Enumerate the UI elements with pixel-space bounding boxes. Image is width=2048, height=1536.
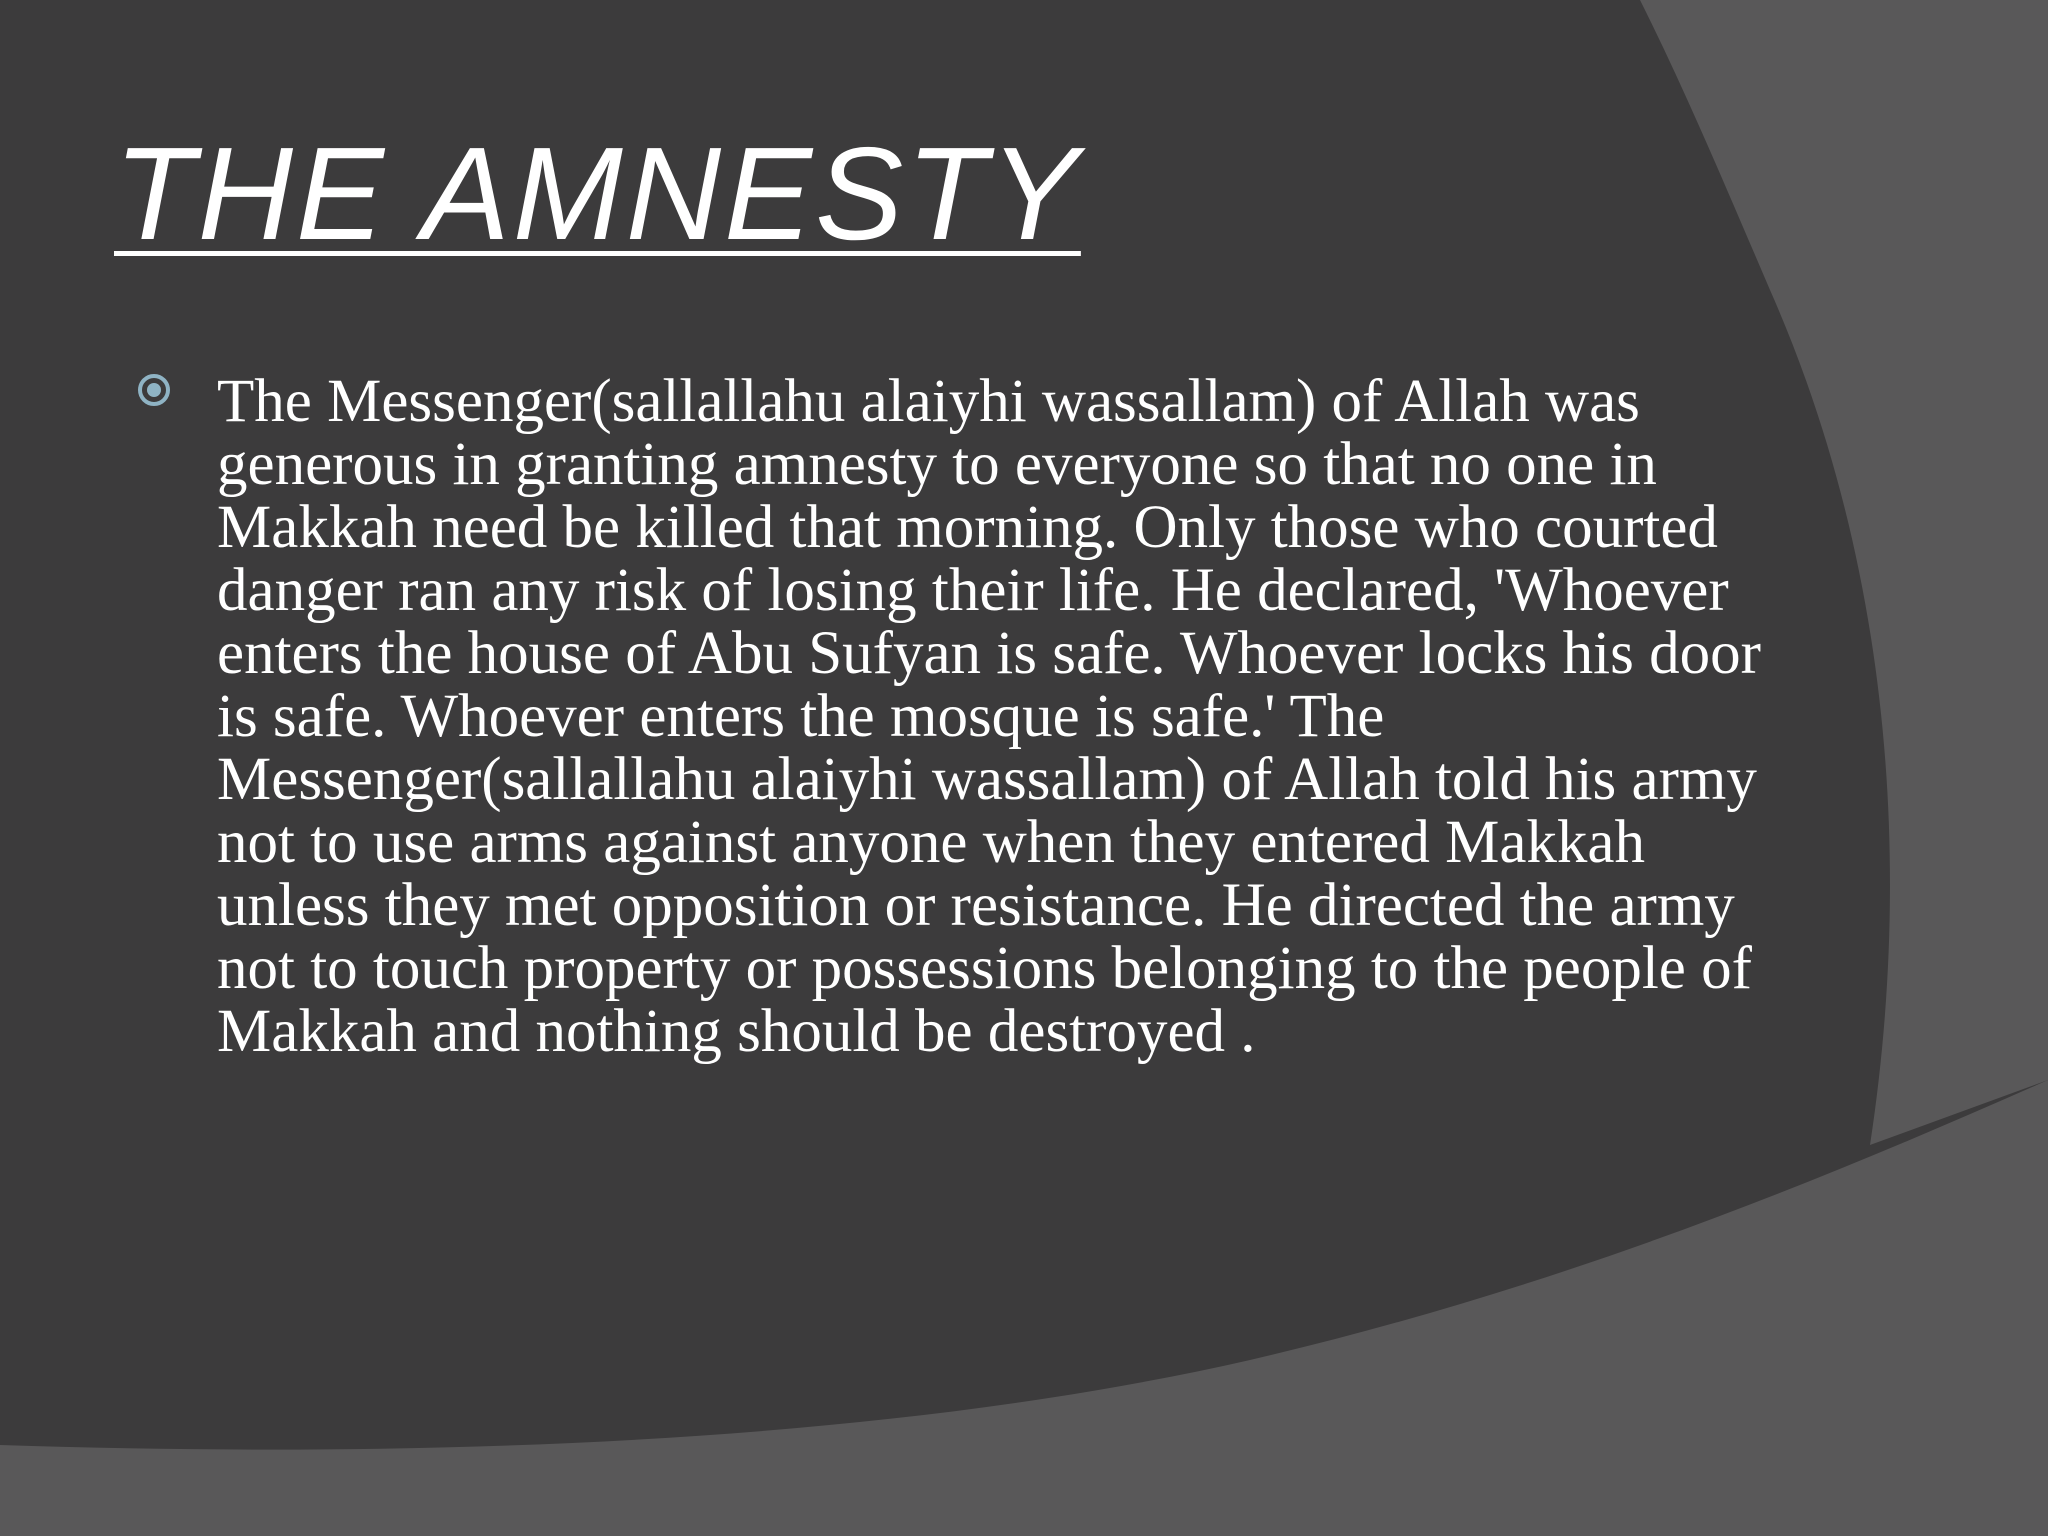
target-circle-icon (136, 372, 172, 408)
bottom-swoosh (0, 1080, 2048, 1536)
slide-title: THE AMNESTY (114, 120, 1081, 267)
bullet-paragraph: The Messenger(sallallahu alaiyhi wassallam) of Allah was generous in granting amnesty to everyone so that no one in Makkah need be killed that morning. Only those who courted danger ran any risk of losing their life. He declared, 'Whoever enters the house of Abu Sufyan is safe. Whoever locks his door is safe. Whoever enters the mosque is safe.' The Messenger(sallallahu alaiyhi wassallam) of Allah told his army not to use arms against anyone when they entered Makkah unless they met opposition or resistance. He directed the army not to touch property or possessions belonging to the people of Makkah and nothing should be destroyed . (217, 368, 1761, 1065)
